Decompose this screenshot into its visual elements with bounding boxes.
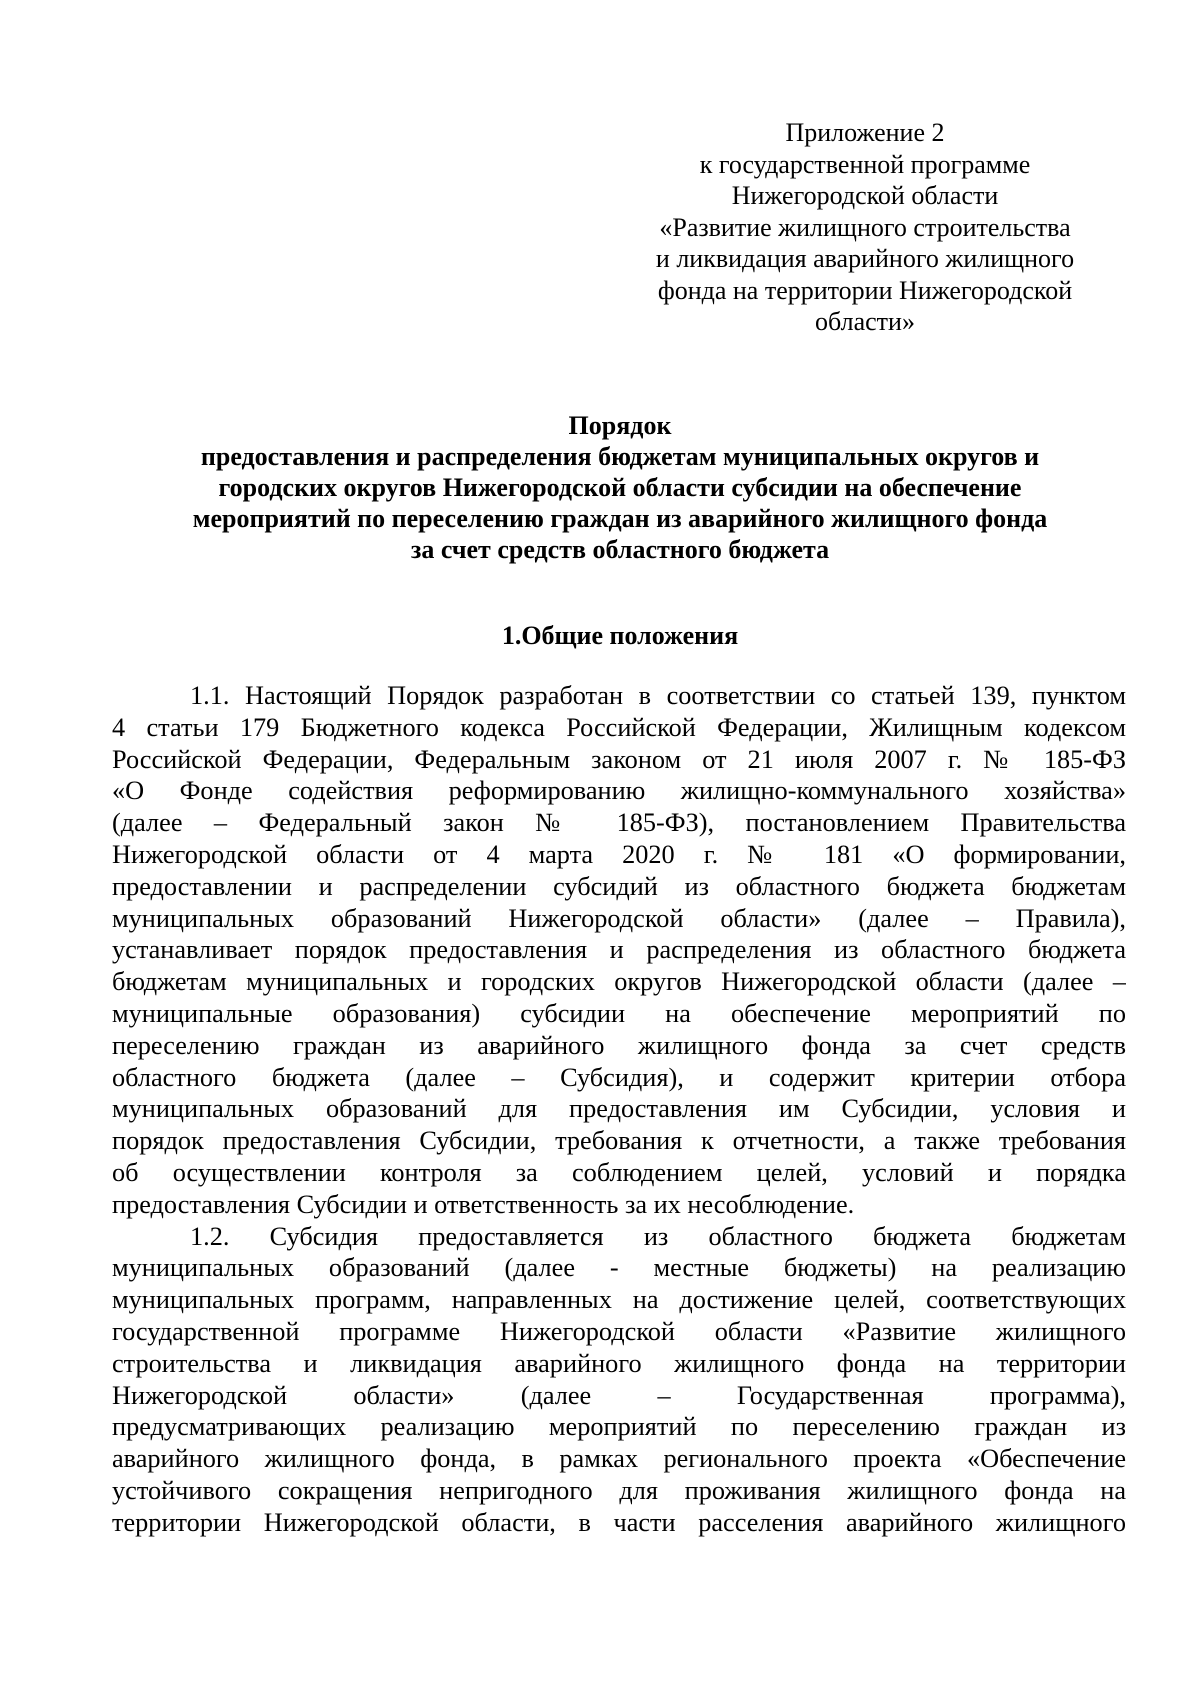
paragraph-line: Российской Федерации, Федеральным законом от 21 июля 2007 г. № 185-ФЗ xyxy=(112,744,1126,774)
paragraph-line: устойчивого сокращения непригодного для проживания жилищного фонда на xyxy=(112,1475,1126,1505)
title-line: городских округов Нижегородской области субсидии на обеспечение xyxy=(218,473,1022,502)
paragraph-line: муниципальных образований (далее - местные бюджеты) на реализацию xyxy=(112,1253,1126,1283)
paragraph-1-1 xyxy=(112,680,1126,1221)
appendix-line: к государственной программе xyxy=(699,149,1031,179)
paragraph-line: (далее – Федеральный закон № 185-ФЗ), постановлением Правительства xyxy=(112,808,1126,838)
paragraph-line: предусматривающих реализацию мероприятий по переселению граждан из xyxy=(112,1412,1126,1442)
paragraph-line: 1.1. Настоящий Порядок разработан в соответствии со статьей 139, пунктом xyxy=(190,681,1126,710)
document-body xyxy=(112,680,1126,1539)
title-line: мероприятий по переселению граждан из аварийного жилищного фонда xyxy=(192,504,1048,533)
paragraph-line: государственной программе Нижегородской области «Развитие жилищного xyxy=(112,1316,1126,1346)
paragraph-line: «О Фонде содействия реформированию жилищно-коммунального хозяйства» xyxy=(112,776,1126,806)
document-title xyxy=(110,410,1130,565)
section-heading: 1.Общие положения xyxy=(501,621,739,650)
appendix-line: фонда на территории Нижегородской xyxy=(657,275,1073,305)
appendix-line: «Развитие жилищного строительства xyxy=(659,212,1071,242)
paragraph-line: строительства и ликвидация аварийного жилищного фонда на территории xyxy=(112,1348,1126,1378)
paragraph-line: 4 статьи 179 Бюджетного кодекса Российской Федерации, Жилищным кодексом xyxy=(112,712,1126,742)
paragraph-line: территории Нижегородской области, в части расселения аварийного жилищного xyxy=(112,1507,1126,1537)
appendix-line: и ликвидация аварийного жилищного xyxy=(655,244,1075,273)
paragraph-line: предоставления Субсидии и ответственность за их несоблюдение. xyxy=(112,1189,855,1219)
paragraph-line: муниципальных образований для предоставления им Субсидии, условия и xyxy=(112,1094,1126,1124)
appendix-header xyxy=(630,117,1100,338)
paragraph-line: предоставлении и распределении субсидий из областного бюджета бюджетам xyxy=(112,871,1126,901)
paragraph-line: муниципальных образований Нижегородской области» (далее – Правила), xyxy=(112,903,1126,933)
paragraph-line: муниципальных программ, направленных на достижение целей, соответствующих xyxy=(112,1285,1126,1315)
paragraph-line: Нижегородской области» (далее – Государственная программа), xyxy=(112,1380,1126,1410)
paragraph-line: переселению граждан из аварийного жилищного фонда за счет средств xyxy=(112,1030,1126,1060)
paragraph-1-2 xyxy=(112,1221,1126,1539)
paragraph-line: бюджетам муниципальных и городских округов Нижегородской области (далее – xyxy=(112,967,1126,997)
appendix-line: области» xyxy=(815,307,915,336)
paragraph-line: областного бюджета (далее – Субсидия), и содержит критерии отбора xyxy=(112,1062,1126,1092)
paragraph-line: об осуществлении контроля за соблюдением целей, условий и порядка xyxy=(112,1157,1126,1187)
paragraph-line: Нижегородской области от 4 марта 2020 г. № 181 «О формировании, xyxy=(112,839,1126,869)
paragraph-line: порядок предоставления Субсидии, требования к отчетности, а также требования xyxy=(112,1126,1126,1156)
paragraph-line: аварийного жилищного фонда, в рамках регионального проекта «Обеспечение xyxy=(112,1444,1126,1474)
appendix-line: Приложение 2 xyxy=(785,118,945,147)
paragraph-line: 1.2. Субсидия предоставляется из областного бюджета бюджетам xyxy=(190,1221,1126,1251)
paragraph-line: муниципальные образования) субсидии на обеспечение мероприятий по xyxy=(112,998,1126,1028)
title-line: Порядок xyxy=(568,411,672,440)
title-line: за счет средств областного бюджета xyxy=(410,535,830,564)
appendix-line: Нижегородской области xyxy=(731,181,999,210)
title-line: предоставления и распределения бюджетам муниципальных округов и xyxy=(200,442,1040,471)
paragraph-line: устанавливает порядок предоставления и распределения из областного бюджета xyxy=(112,935,1126,965)
